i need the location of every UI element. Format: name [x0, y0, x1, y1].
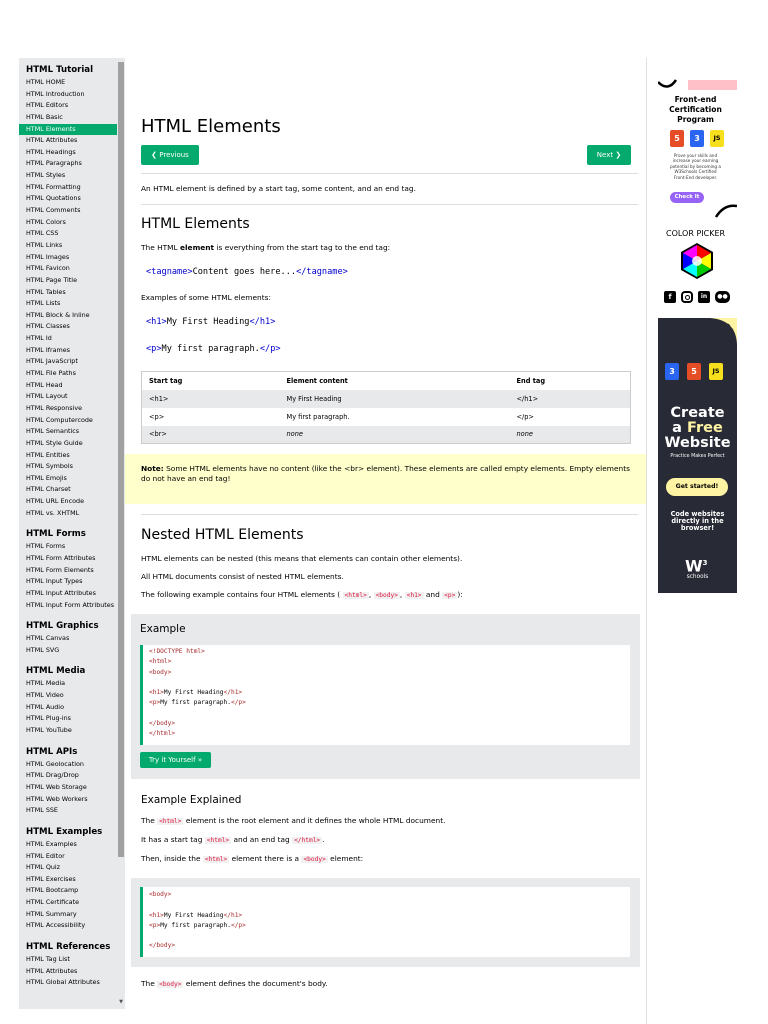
sidebar-item[interactable]: HTML Attributes — [26, 966, 78, 975]
column-divider — [646, 58, 647, 1024]
code-tag: </p> — [230, 699, 246, 707]
table-cell: My first paragraph. — [280, 408, 510, 426]
code-tag: </h1> — [223, 689, 243, 697]
sidebar-item[interactable]: HTML Input Attributes — [26, 588, 96, 597]
sidebar-item[interactable]: HTML Bootcamp — [26, 886, 79, 895]
divider — [141, 173, 638, 174]
sidebar-item[interactable]: HTML Headings — [26, 147, 76, 156]
code-close-tag: </tagname> — [296, 267, 348, 277]
explained-paragraph-1 — [141, 816, 446, 827]
divider — [141, 204, 638, 205]
get-started-button[interactable]: Get started! — [666, 478, 728, 496]
table-cell: </p> — [510, 408, 631, 426]
sidebar-item[interactable]: HTML Geolocation — [26, 759, 84, 768]
w3schools-logo-icon: $W^3$ — [685, 556, 708, 576]
code-tag: </p> — [230, 921, 246, 929]
previous-button[interactable]: ❮ Previous — [141, 145, 199, 165]
javascript-badge-icon: JS — [709, 363, 723, 380]
sidebar-item[interactable]: HTML Web Storage — [26, 782, 87, 791]
code-line: </body> — [149, 720, 176, 728]
sidebar-item[interactable]: HTML File Paths — [26, 369, 76, 378]
sidebar-item[interactable]: HTML Tables — [26, 287, 66, 296]
explained-paragraph-3 — [141, 854, 363, 865]
sidebar-group-title: HTML References — [26, 942, 111, 952]
sidebar-item[interactable]: HTML Images — [26, 252, 70, 261]
sidebar-item[interactable]: HTML Accessibility — [26, 921, 86, 930]
inline-code: <body> — [159, 981, 182, 988]
sidebar-item[interactable]: HTML Page Title — [26, 275, 78, 284]
text: The — [141, 979, 155, 988]
text: and — [425, 590, 440, 599]
sidebar-item[interactable]: HTML Examples — [26, 839, 77, 848]
ad-headline-line-1: Create — [670, 405, 725, 421]
inline-code: <p> — [444, 592, 456, 599]
code-text: My First Heading — [163, 689, 224, 697]
code-line: <body> — [149, 668, 172, 676]
sidebar-item[interactable]: HTML Editor — [26, 851, 65, 860]
ad-tagline: Practice Makes Perfect — [670, 454, 725, 459]
sidebar-item[interactable]: HTML Basic — [26, 112, 63, 121]
sidebar-item[interactable]: HTML Symbols — [26, 462, 73, 471]
table-row — [142, 408, 631, 426]
table-header: End tag — [510, 372, 631, 390]
facebook-icon[interactable]: f — [664, 291, 676, 303]
sidebar-item[interactable]: HTML CSS — [26, 229, 59, 238]
css3-badge-icon: 3 — [690, 130, 704, 147]
code-tag: <p> — [149, 921, 161, 929]
sidebar-item[interactable]: HTML Style Guide — [26, 438, 83, 447]
sidebar-nav — [19, 58, 125, 1009]
example-code-panel — [140, 645, 630, 745]
example-box — [131, 614, 640, 779]
ad-headline-line-3: Website — [664, 435, 731, 451]
sidebar-item[interactable]: HTML Lists — [26, 299, 61, 308]
sidebar-item[interactable]: HTML Plug-ins — [26, 714, 72, 723]
sidebar-group-title: HTML APIs — [26, 746, 78, 757]
sidebar-item[interactable]: HTML Entities — [26, 450, 70, 459]
code-content: My First Heading — [166, 317, 250, 327]
code-line: </html> — [149, 730, 176, 738]
code-open-tag: <h1> — [146, 317, 167, 327]
sidebar-item[interactable]: HTML Media — [26, 679, 66, 688]
text: element there is a — [231, 854, 300, 863]
code-line: <body> — [149, 891, 172, 898]
sidebar-item[interactable]: HTML Canvas — [26, 634, 70, 643]
code-text: My First Heading — [163, 911, 224, 919]
sidebar-item[interactable]: HTML Favicon — [26, 264, 70, 273]
sidebar-item[interactable]: HTML Web Workers — [26, 794, 88, 803]
inline-code: <body> — [303, 856, 326, 863]
code-content: Content goes here... — [192, 267, 297, 277]
sidebar-item[interactable]: HTML Input Types — [26, 577, 83, 586]
sidebar-group — [19, 619, 125, 656]
code-open-tag: <tagname> — [146, 267, 193, 277]
sidebar-item[interactable]: HTML Certificate — [26, 898, 80, 907]
logo-superscript: 3 — [702, 559, 708, 567]
text: The following example contains four HTML elements ( — [141, 590, 341, 599]
code-line: <!DOCTYPE html> — [149, 648, 205, 655]
sidebar-group — [19, 825, 125, 932]
next-button[interactable]: Next ❯ — [587, 145, 631, 165]
sidebar-group — [19, 527, 125, 611]
sidebar-item[interactable]: HTML Exercises — [26, 874, 76, 883]
code-text: My first paragraph. — [160, 921, 231, 929]
sidebar-item[interactable]: HTML Elements — [19, 124, 117, 136]
sidebar-item[interactable]: HTML Video — [26, 691, 64, 700]
text: The HTML — [141, 243, 181, 252]
example-explained-heading: Example Explained — [141, 794, 242, 806]
html5-badge-icon: 5 — [687, 363, 701, 380]
sidebar-group-title: HTML Examples — [26, 826, 103, 837]
sidebar-item[interactable]: HTML JavaScript — [26, 357, 78, 366]
sidebar-item[interactable]: HTML Layout — [26, 392, 68, 401]
intro-paragraph: An HTML element is defined by a start tag, some content, and an end tag. — [141, 184, 416, 193]
sidebar-item[interactable]: HTML Computercode — [26, 415, 93, 424]
sidebar-item[interactable]: HTML Audio — [26, 702, 64, 711]
ad-description: Code websites directly in the browser! — [670, 510, 725, 532]
code-tag: </h1> — [223, 911, 243, 919]
table-cell: <p> — [142, 408, 280, 426]
sidebar-item[interactable]: HTML Form Attributes — [26, 553, 96, 562]
sidebar-item[interactable]: HTML Quotations — [26, 194, 81, 203]
code-line: </body> — [149, 942, 176, 950]
ad-headline-free: Free — [687, 420, 723, 436]
create-website-ad[interactable] — [658, 318, 737, 593]
code-close-tag: </p> — [259, 344, 281, 354]
inline-code: <html> — [204, 856, 228, 863]
text: and an end tag — [233, 835, 290, 844]
html5-badge-icon: 5 — [670, 130, 684, 147]
sidebar-menu — [19, 63, 125, 989]
sidebar-scrollbar-thumb[interactable] — [118, 62, 124, 857]
sidebar-item[interactable]: HTML SVG — [26, 645, 60, 654]
sidebar-group-title: HTML Graphics — [26, 621, 99, 632]
inline-code: <html> — [206, 837, 230, 844]
sidebar-group — [19, 940, 125, 989]
text: The — [141, 816, 155, 825]
code-close-tag: </h1> — [249, 317, 276, 327]
w3schools-logo-text: schools — [686, 574, 709, 580]
code-tag: <h1> — [149, 689, 164, 697]
sidebar-item[interactable]: HTML Form Elements — [26, 565, 94, 574]
linkedin-icon[interactable]: in — [698, 291, 710, 303]
ad-headline-a: a — [672, 420, 688, 436]
sidebar-item[interactable]: HTML Emojis — [26, 473, 67, 482]
sidebar-item[interactable]: HTML Paragraphs — [26, 159, 82, 168]
inline-code: <body> — [375, 592, 398, 599]
body-code-panel — [140, 887, 630, 957]
nested-paragraph-2: All HTML documents consist of nested HTML elements. — [141, 572, 344, 581]
sidebar-item[interactable]: HTML Editors — [26, 101, 69, 110]
table-cell: </h1> — [510, 390, 631, 408]
instagram-icon[interactable] — [681, 291, 693, 303]
check-it-out-button[interactable]: Check It Out! — [670, 192, 704, 203]
sidebar-item[interactable]: HTML YouTube — [26, 726, 72, 735]
sidebar-group — [19, 664, 125, 736]
text: ): — [457, 590, 463, 599]
certification-title: Front-end Certification Program — [669, 95, 722, 124]
sidebar-item[interactable]: HTML Head — [26, 380, 63, 389]
text: element defines the document's body. — [185, 979, 328, 988]
sidebar-item[interactable]: HTML Tag List — [26, 955, 70, 963]
sidebar-item[interactable]: HTML HOME — [26, 78, 66, 86]
sidebar-item[interactable]: HTML Input Form Attributes — [26, 600, 115, 609]
example-title: Example — [140, 623, 186, 635]
sidebar-item[interactable]: HTML Responsive — [26, 403, 83, 412]
section-heading-nested: Nested HTML Elements — [141, 527, 304, 543]
example-code — [149, 647, 246, 740]
sidebar-item[interactable]: HTML Forms — [26, 542, 66, 551]
sidebar-item[interactable]: HTML URL Encode — [26, 497, 85, 506]
sidebar-item[interactable]: HTML SSE — [26, 806, 58, 815]
body-code — [149, 890, 246, 952]
sidebar-item[interactable]: HTML Colors — [26, 217, 66, 226]
inline-code: </html> — [294, 837, 321, 844]
sidebar-group-title: HTML Tutorial — [26, 65, 94, 75]
table-cell: <h1> — [142, 390, 280, 408]
certification-description: Prove your skills and increase your earning potential by becoming a W3Schools Certified Front-End developer. — [670, 153, 721, 180]
sidebar-item[interactable]: HTML Classes — [26, 322, 70, 331]
try-it-yourself-button[interactable]: Try it Yourself » — [140, 752, 211, 768]
sidebar-item[interactable]: HTML Attributes — [26, 136, 78, 145]
table-cell: none — [280, 426, 510, 444]
section-heading-elements: HTML Elements — [141, 216, 250, 232]
color-wheel-icon[interactable] — [678, 242, 716, 280]
note-body: Some HTML elements have no content (like the <br> element). These elements are called empty elements. Empty elements do not have an end tag! — [141, 464, 630, 483]
note-text — [141, 464, 631, 484]
ad-corner-decoration-icon — [708, 318, 737, 346]
table-row — [142, 390, 631, 408]
element-definition-paragraph — [141, 243, 390, 253]
sidebar-item[interactable]: HTML Global Attributes — [26, 978, 100, 987]
sidebar-group-title: HTML Media — [26, 666, 86, 677]
sidebar-group — [19, 745, 125, 817]
discord-icon[interactable]: ●● — [715, 291, 730, 303]
code-example-h1 — [146, 317, 275, 327]
code-tag: <p> — [149, 699, 161, 707]
table-row — [142, 426, 631, 444]
examples-intro: Examples of some HTML elements: — [141, 293, 271, 302]
right-sidebar — [646, 58, 768, 1024]
note-box — [125, 454, 646, 504]
sidebar-item[interactable]: HTML Quiz — [26, 863, 61, 872]
inline-code: <html> — [159, 818, 182, 825]
table-header: Start tag — [142, 372, 280, 390]
table-cell: <br> — [142, 426, 280, 444]
elements-table — [141, 371, 631, 444]
main-content — [125, 58, 646, 1024]
table-header: Element content — [280, 372, 510, 390]
text: is everything from the start tag to the end tag: — [214, 243, 391, 252]
code-open-tag: <p> — [146, 344, 162, 354]
text: . — [322, 835, 325, 844]
sidebar-item[interactable]: HTML Links — [26, 240, 63, 249]
sidebar-item[interactable]: HTML Summary — [26, 909, 77, 918]
sidebar-item[interactable]: HTML vs. XHTML — [26, 508, 80, 517]
nested-paragraph-3: The following example contains four HTML elements ( <html> , <body> , <h1> and <p> ): — [141, 590, 463, 599]
explained-paragraph-2 — [141, 835, 325, 846]
sidebar-item[interactable]: HTML Semantics — [26, 427, 80, 436]
body-definition-paragraph — [141, 979, 328, 990]
color-picker-title: COLOR PICKER — [666, 229, 726, 238]
divider — [141, 514, 638, 515]
syntax-example — [146, 267, 348, 277]
sidebar-group — [19, 63, 125, 519]
code-content: My first paragraph. — [161, 344, 260, 354]
sidebar-item[interactable]: HTML Block & Inline — [26, 310, 90, 319]
text: element: — [330, 854, 364, 863]
scroll-down-arrow-icon[interactable]: ▼ — [119, 999, 123, 1005]
sidebar-item[interactable]: HTML Charset — [26, 485, 71, 494]
code-line: <html> — [149, 658, 172, 666]
inline-code: <h1> — [406, 592, 422, 599]
sidebar-item[interactable]: HTML Styles — [26, 171, 66, 180]
code-example-p — [146, 344, 281, 354]
page-title: HTML Elements — [141, 116, 281, 137]
sidebar-item[interactable]: HTML Id — [26, 334, 52, 343]
javascript-badge-icon: JS — [710, 130, 724, 147]
text: element is the root element and it defines the whole HTML document. — [185, 816, 446, 825]
sidebar-item[interactable]: HTML Formatting — [26, 182, 81, 191]
text: It has a start tag — [141, 835, 203, 844]
sidebar-item[interactable]: HTML Iframes — [26, 345, 70, 354]
sidebar-item[interactable]: HTML Drag/Drop — [26, 771, 79, 780]
inline-code: <html> — [344, 592, 367, 599]
instagram-lens-icon — [685, 295, 690, 300]
sidebar-item[interactable]: HTML Introduction — [26, 89, 85, 98]
css3-badge-icon: 3 — [665, 363, 679, 380]
table-cell: My First Heading — [280, 390, 510, 408]
code-example-body-box — [131, 878, 640, 967]
text: Then, inside the — [141, 854, 201, 863]
table-header-row — [142, 372, 631, 390]
table-cell: none — [510, 426, 631, 444]
bold-text: element — [180, 243, 215, 252]
sidebar-group-title: HTML Forms — [26, 529, 86, 540]
sidebar-item[interactable]: HTML Comments — [26, 206, 81, 215]
nested-paragraph-1: HTML elements can be nested (this means that elements can contain other elements). — [141, 554, 463, 563]
note-label: Note: — [141, 464, 164, 473]
code-tag: <h1> — [149, 911, 164, 919]
code-text: My first paragraph. — [160, 699, 231, 707]
